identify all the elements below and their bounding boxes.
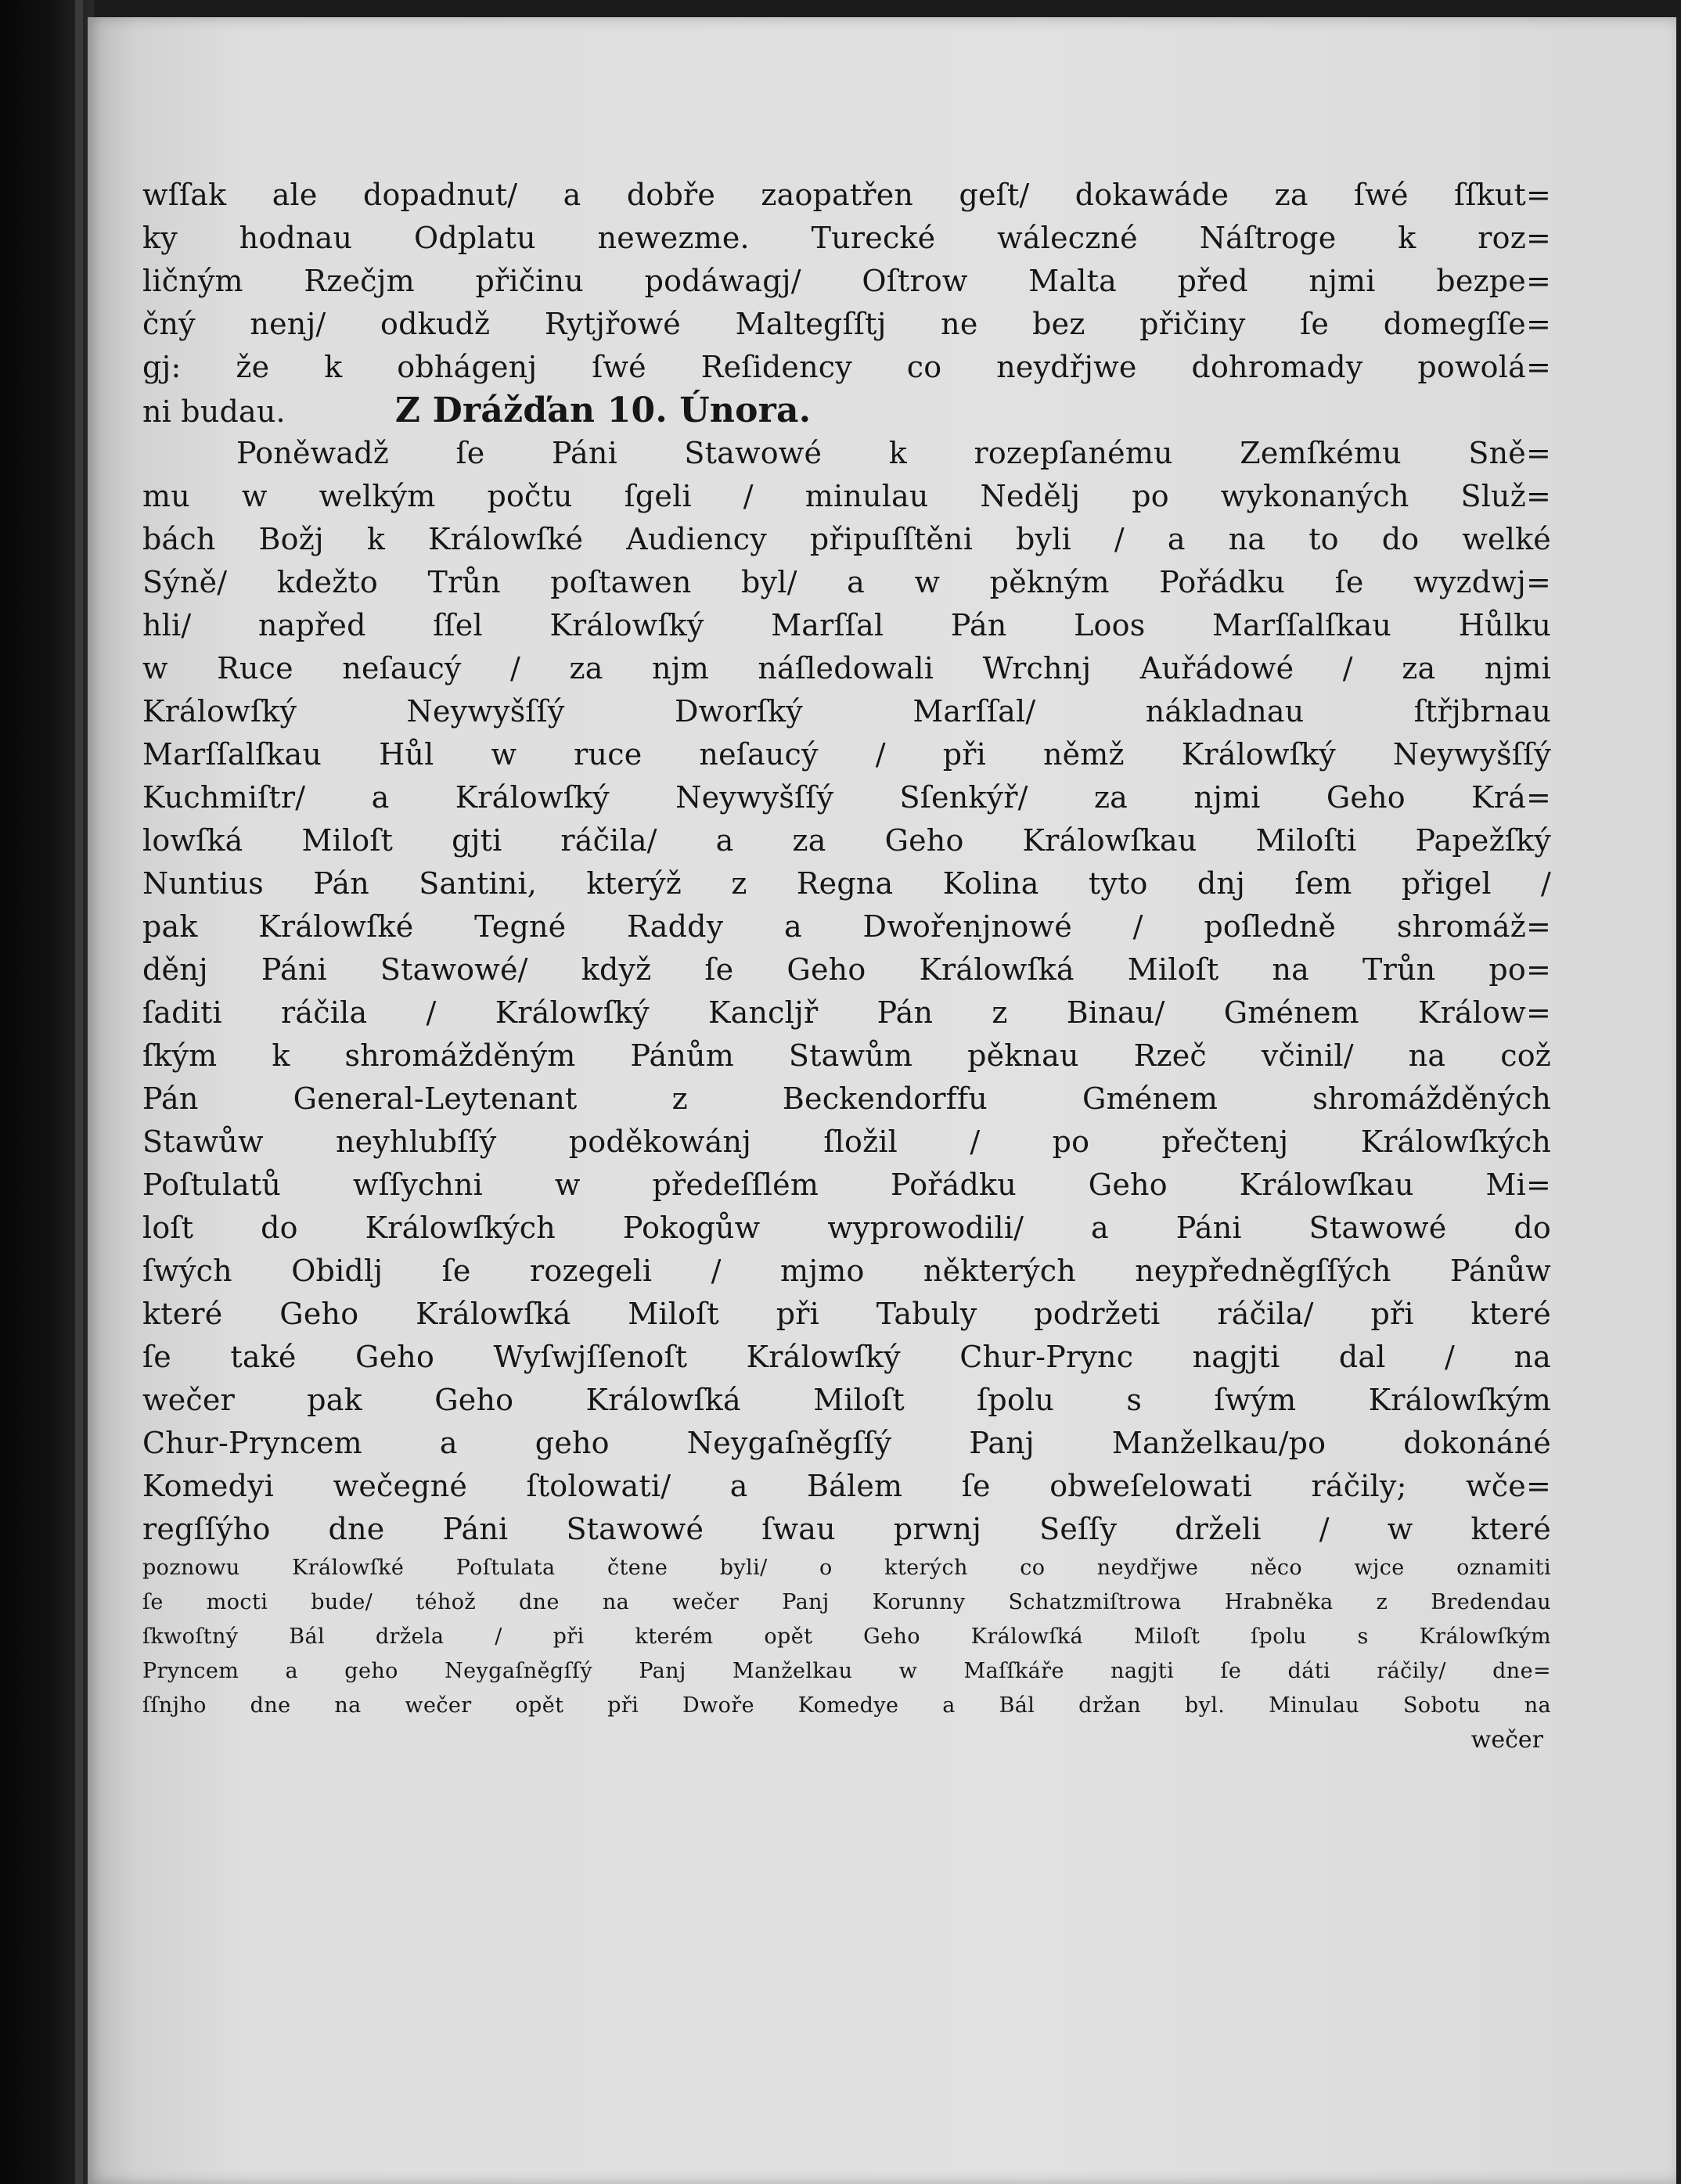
small-text-line: Pryncem a geho Neygaſněgſſý Panj Manželkau w Maſſkáře nagjti ſe dáti ráčily/ dne= [142, 1659, 1551, 1683]
text-line: děnj Páni Stawowé/ když ſe Geho Králowſká Miloſt na Trůn po= [142, 952, 1551, 987]
text-line: gj: že k obhágenj ſwé Reſidency co neydřjwe dohromady powolá= [142, 350, 1551, 384]
text-line: w Ruce neſaucý / za njm náſledowali Wrchnj Auřádowé / za njmi [142, 651, 1551, 685]
text-line: lowſká Miloſt gjti ráčila/ a za Geho Králowſkau Miloſti Papežſký [142, 823, 1551, 858]
text-line: hli/ napřed ſſel Králowſký Marſſal Pán Loos Marſſalſkau Hůlku [142, 608, 1551, 642]
small-text-line: ſkwoſtný Bál držela / při kterém opět Geho Králowſká Miloſt ſpolu s Králowſkým [142, 1625, 1551, 1649]
text-line: které Geho Králowſká Miloſt při Tabuly podržeti ráčila/ při které [142, 1297, 1551, 1331]
text-block [142, 174, 1551, 1758]
text-line: wečer pak Geho Králowſká Miloſt ſpolu s ſwým Králowſkým [142, 1383, 1551, 1417]
text-line: Pán General-Leytenant z Beckendorffu Gménem shromážděných [142, 1081, 1551, 1116]
text-line: wſſak ale dopadnut/ a dobře zaopatřen geſt/ dokawáde za ſwé ſſkut= [142, 178, 1551, 212]
text-line: Kuchmiſtr/ a Králowſký Neywyšſſý Sſenkýř/ za njmi Geho Krá= [142, 780, 1551, 815]
text-line: ličným Rzečjm přičinu podáwagj/ Oſtrow Malta před njmi bezpe= [142, 264, 1551, 298]
text-line: ſe také Geho Wyſwjſſenoſt Králowſký Chur-Prync nagjti dal / na [142, 1340, 1551, 1374]
dateline-heading: Z Drážďan 10. Února. [394, 390, 812, 430]
text-line: ſwých Obidlj ſe rozegeli / mjmo některých neypředněgſſých Pánůw [142, 1254, 1551, 1288]
small-text-line: poznowu Králowſké Poſtulata čtene byli/ o kterých co neydřjwe něco wjce oznamiti [142, 1556, 1551, 1580]
paragraph-end-text: ni budau. [142, 394, 286, 429]
text-line: bách Božj k Králowſké Audiency připuſſtěni byli / a na to do welké [142, 522, 1551, 556]
text-line: ky hodnau Odplatu newezme. Turecké wáleczné Náſtroge k roz= [142, 221, 1551, 255]
text-line-with-heading [142, 389, 1551, 432]
catchword: wečer [1470, 1726, 1543, 1754]
text-line: čný nenj/ odkudž Rytjřowé Maltegſſtj ne bez přičiny ſe domegſſe= [142, 307, 1551, 341]
text-line: ſaditi ráčila / Králowſký Kancljř Pán z Binau/ Gménem Králow= [142, 995, 1551, 1030]
text-line: Stawůw neyhlubſſý poděkowánj ſložil / po přečtenj Králowſkých [142, 1124, 1551, 1159]
small-text-line: ſe mocti bude/ téhož dne na wečer Panj Korunny Schatzmiſtrowa Hrabněka z Bredendau [142, 1590, 1551, 1614]
paragraph-first-line: Poněwadž ſe Páni Stawowé k rozepſanému Zemſkému Sně= [236, 436, 1551, 470]
text-line: Nuntius Pán Santini, kterýž z Regna Kolina tyto dnj ſem přigel / [142, 866, 1551, 901]
small-text-line: ſſnjho dne na wečer opět při Dwoře Komedye a Bál držan byl. Minulau Sobotu na [142, 1693, 1551, 1718]
text-line: Sýně/ kdežto Trůn poſtawen byl/ a w pěkným Pořádku ſe wyzdwj= [142, 565, 1551, 599]
text-line: Poſtulatů wſſychni w předeſſlém Pořádku Geho Králowſkau Mi= [142, 1168, 1551, 1202]
text-line: Chur-Pryncem a geho Neygaſněgſſý Panj Manželkau/po dokonáné [142, 1426, 1551, 1460]
text-line: Králowſký Neywyšſſý Dworſký Marſſal/ nákladnau ſtřjbrnau [142, 694, 1551, 729]
page-edge [75, 0, 83, 2184]
text-line: loſt do Králowſkých Pokogůw wyprowodili/ a Páni Stawowé do [142, 1211, 1551, 1245]
text-line: mu w welkým počtu ſgeli / minulau Nedělj po wykonaných Služ= [142, 479, 1551, 513]
text-line: Komedyi wečegné ſtolowati/ a Bálem ſe obweſelowati ráčily; wče= [142, 1469, 1551, 1503]
text-line: regſſýho dne Páni Stawowé ſwau prwnj Seſſy drželi / w které [142, 1512, 1551, 1546]
text-line: Marſſalſkau Hůl w ruce neſaucý / při němž Králowſký Neywyšſſý [142, 737, 1551, 772]
text-line: ſkým k shromážděným Pánům Stawům pěknau Rzeč včinil/ na což [142, 1038, 1551, 1073]
text-line: pak Králowſké Tegné Raddy a Dwořenjnowé / poſledně shromáž= [142, 909, 1551, 944]
paper-sheet [88, 17, 1676, 2184]
